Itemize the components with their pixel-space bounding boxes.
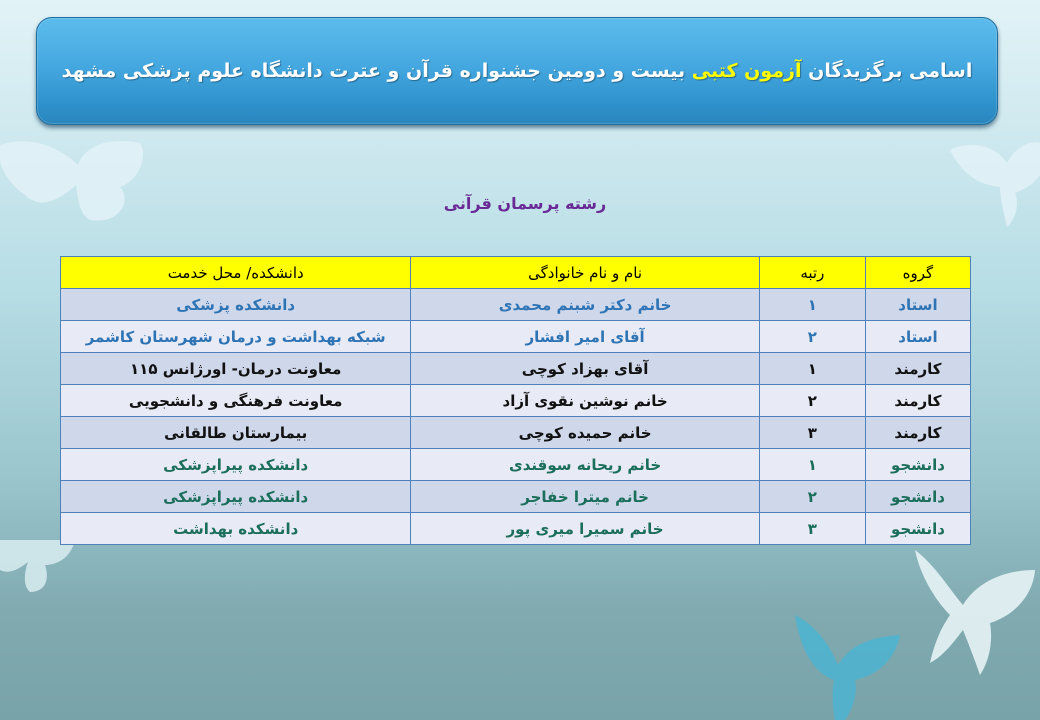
cell-place: دانشکده بهداشت — [61, 513, 411, 545]
cell-rank: ۱ — [759, 289, 865, 321]
cell-name: خانم سمیرا میری پور — [411, 513, 759, 545]
cell-group: دانشجو — [865, 481, 970, 513]
cell-rank: ۲ — [759, 321, 865, 353]
cell-rank: ۲ — [759, 481, 865, 513]
cell-name: خانم نوشین نقوی آزاد — [411, 385, 759, 417]
title-highlight: آزمون کتبی — [691, 60, 802, 82]
table-row — [61, 385, 971, 417]
butterfly-decoration-icon — [945, 135, 1040, 230]
butterfly-decoration-icon — [905, 545, 1040, 685]
column-header-place: دانشکده/ محل خدمت — [61, 257, 411, 289]
cell-place: شبکه بهداشت و درمان شهرستان کاشمر — [61, 321, 411, 353]
table-row — [61, 289, 971, 321]
cell-place: دانشکده پیراپزشکی — [61, 449, 411, 481]
column-header-name: نام و نام خانوادگی — [411, 257, 759, 289]
cell-place: دانشکده پزشکی — [61, 289, 411, 321]
cell-group: کارمند — [865, 417, 970, 449]
cell-rank: ۳ — [759, 513, 865, 545]
table-row — [61, 513, 971, 545]
cell-rank: ۲ — [759, 385, 865, 417]
cell-group: دانشجو — [865, 513, 970, 545]
cell-name: خانم ریحانه سوقندی — [411, 449, 759, 481]
cell-name: آقای امیر افشار — [411, 321, 759, 353]
cell-group: استاد — [865, 289, 970, 321]
cell-name: خانم میترا خفاجر — [411, 481, 759, 513]
column-header-rank: رتبه — [759, 257, 865, 289]
cell-group: کارمند — [865, 385, 970, 417]
cell-name: خانم دکتر شبنم محمدی — [411, 289, 759, 321]
column-header-group: گروه — [865, 257, 970, 289]
cell-group: کارمند — [865, 353, 970, 385]
table-row — [61, 417, 971, 449]
title-banner — [36, 17, 998, 125]
cell-name: خانم حمیده کوچی — [411, 417, 759, 449]
cell-group: استاد — [865, 321, 970, 353]
table-row — [61, 353, 971, 385]
cell-place: معاونت درمان- اورژانس ۱۱۵ — [61, 353, 411, 385]
cell-group: دانشجو — [865, 449, 970, 481]
table-header-row — [61, 257, 971, 289]
section-title: رشته پرسمان قرآنی — [443, 194, 607, 213]
butterfly-decoration-icon — [790, 615, 905, 720]
butterfly-decoration-icon — [0, 540, 75, 595]
cell-name: آقای بهزاد کوچی — [411, 353, 759, 385]
cell-place: دانشکده پیراپزشکی — [61, 481, 411, 513]
table-row — [61, 449, 971, 481]
winners-table — [60, 256, 971, 545]
cell-rank: ۳ — [759, 417, 865, 449]
cell-place: معاونت فرهنگی و دانشجویی — [61, 385, 411, 417]
page-title: اسامی برگزیدگان آزمون کتبی بیست و دومین جشنواره قرآن و عترت دانشگاه علوم پزشکی مشهد — [61, 60, 973, 82]
cell-rank: ۱ — [759, 353, 865, 385]
cell-rank: ۱ — [759, 449, 865, 481]
table-row — [61, 481, 971, 513]
table-row — [61, 321, 971, 353]
cell-place: بیمارستان طالقانی — [61, 417, 411, 449]
butterfly-decoration-icon — [0, 125, 150, 230]
